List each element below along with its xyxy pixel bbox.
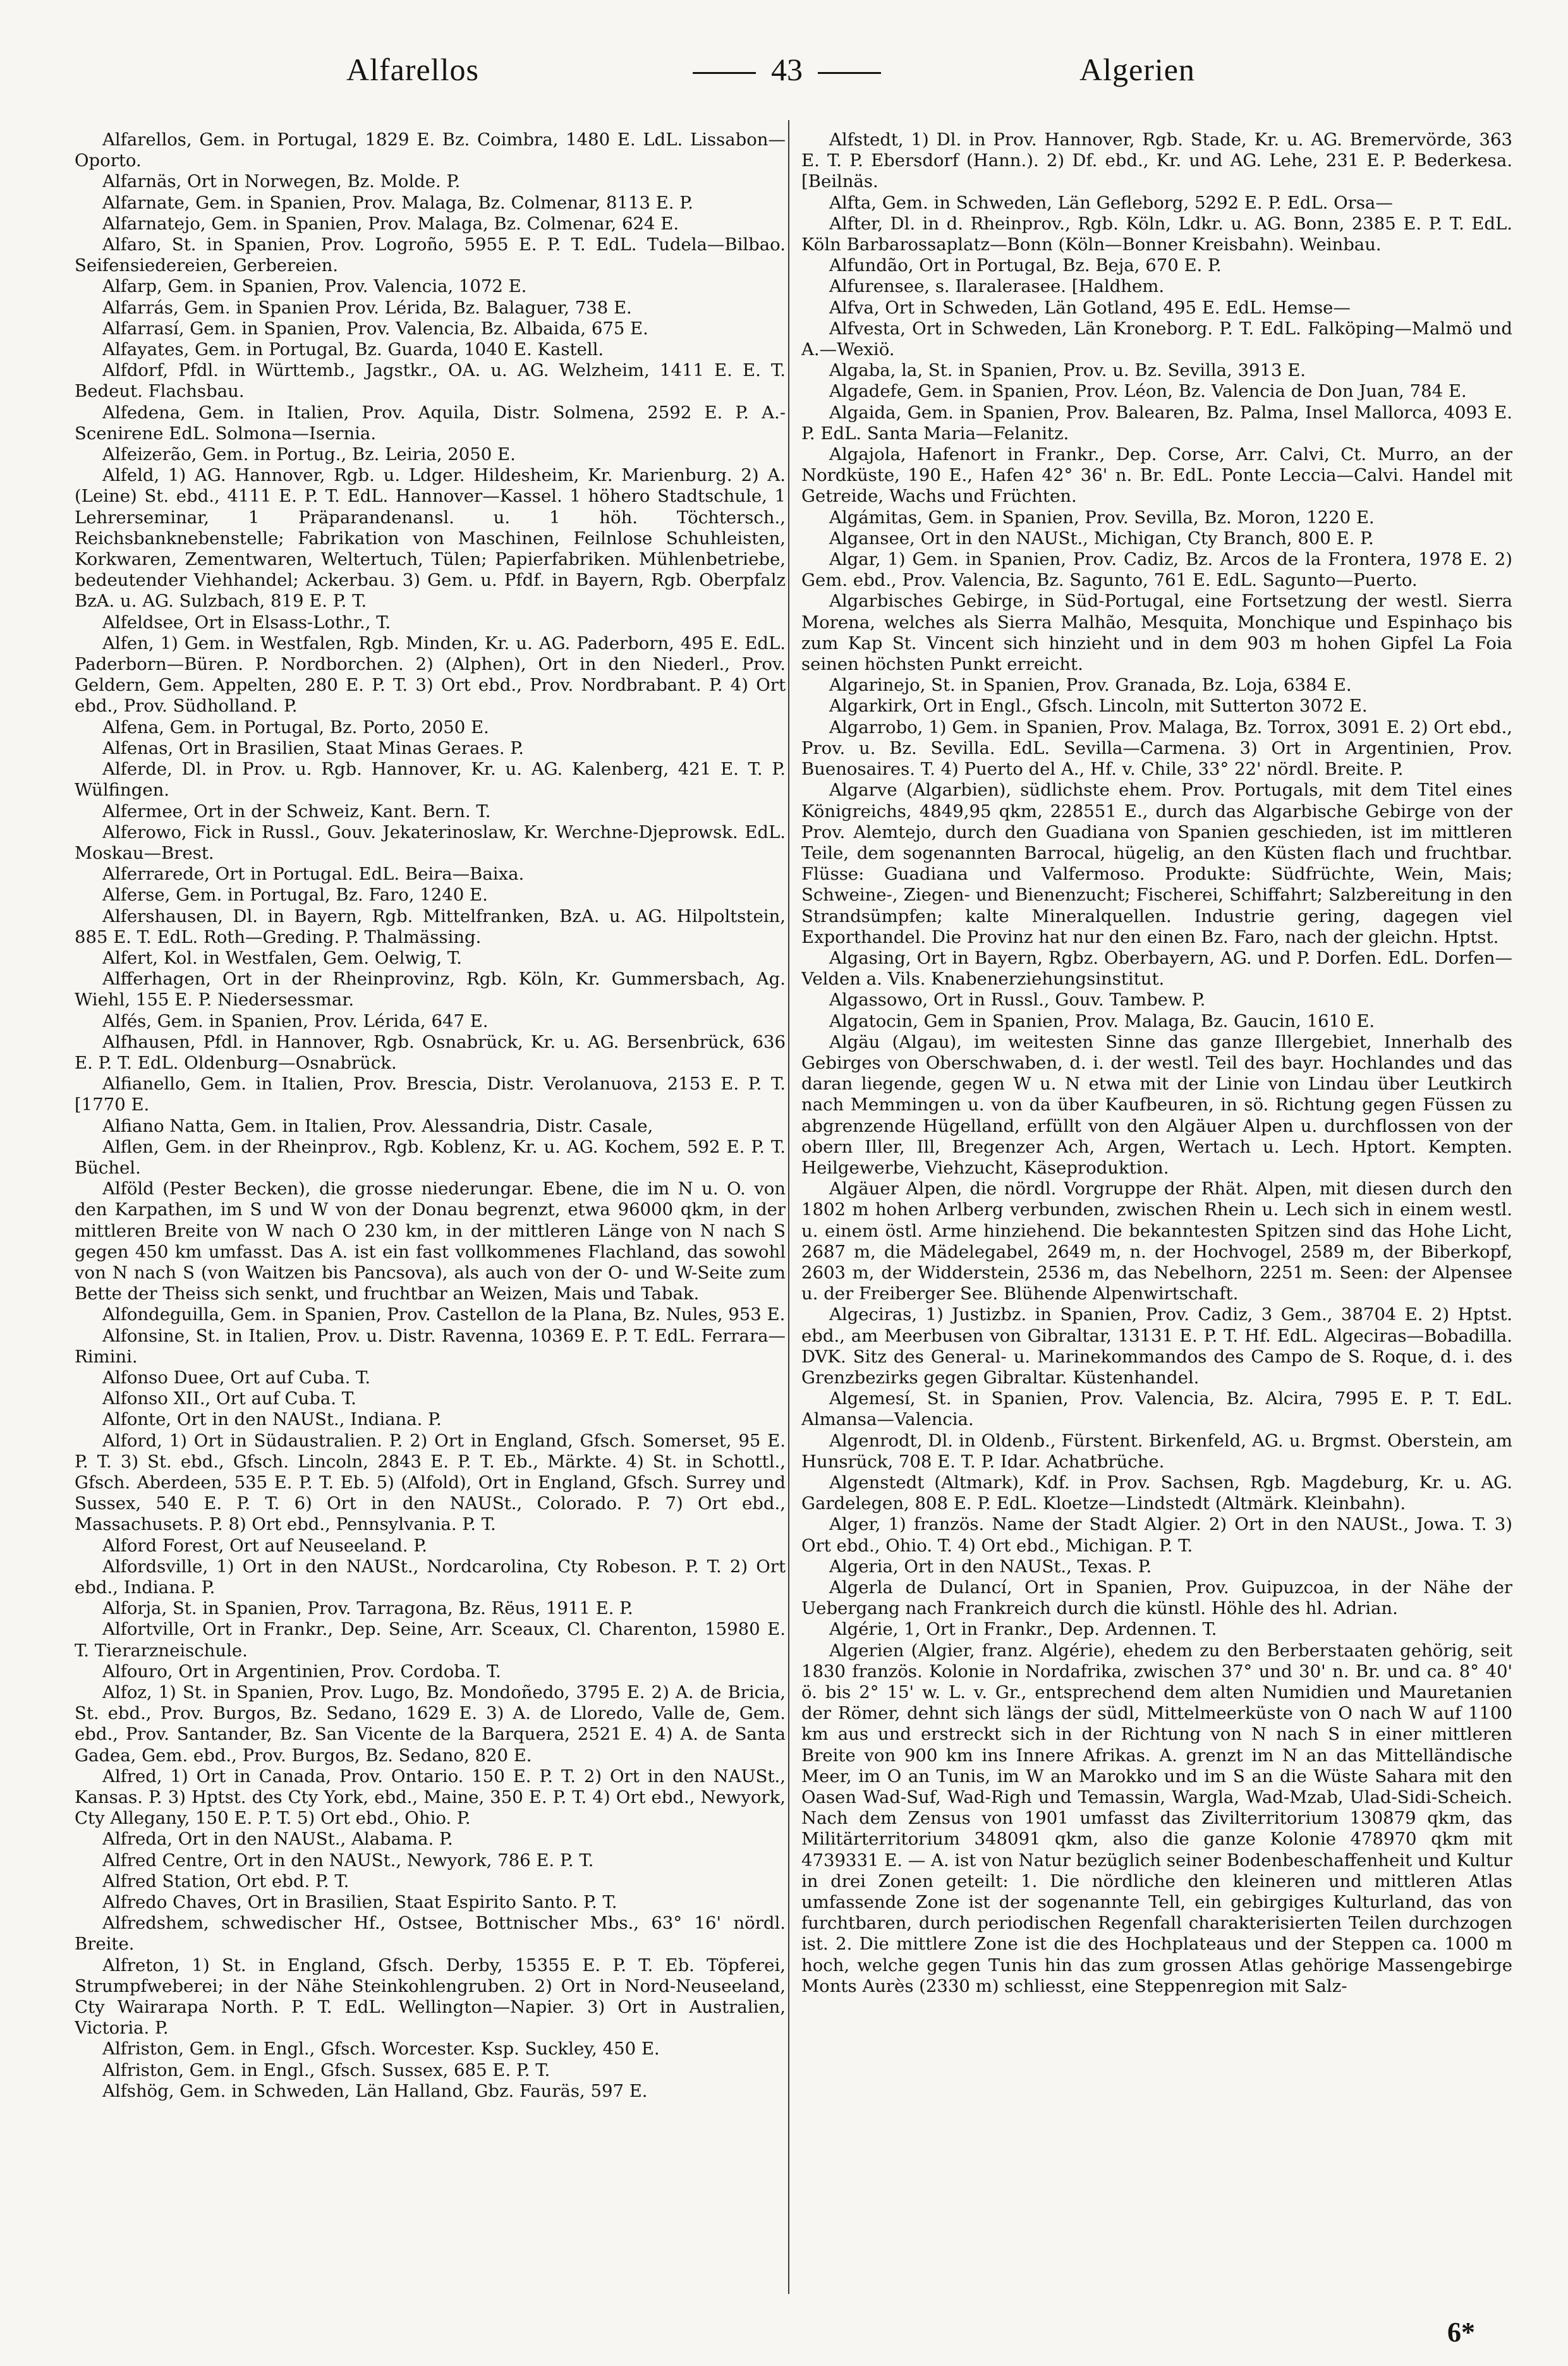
gazetteer-entry: Alfta, Gem. in Schweden, Län Gefleborg, 5292 E. P. EdL. Orsa— (829, 192, 1393, 213)
gazetteer-entry: Algenrodt, Dl. in Oldenb., Fürstent. Birkenfeld, AG. u. Brgmst. Oberstein, am Hunsrück, 708 E. T. P. Idar. Achatbrüche. (801, 1430, 1512, 1472)
gazetteer-entry: Alföld (Pester Becken), die grosse niederungar. Ebene, die im N u. O. von den Karpathen, im S und W von der Donau begrenzt, etwa 96000 qkm, in der mittleren Breite von W nach O 230 km, in der mittleren Länge von N nach S gegen 450 km umfasst. Das A. ist ein fast vollkommenes Flachland, das sowohl von N nach S (von Waitzen bis Pancsova), als auch von der O- und W-Seite zum Bette der Theiss sich senkt, und fruchtbar an Weizen, Mais und Tabak. (75, 1179, 786, 1304)
gazetteer-entry: Alferowo, Fick in Russl., Gouv. Jekaterinoslaw, Kr. Werchne-Djeprowsk. EdL. Moskau—Brest. (75, 822, 786, 863)
gazetteer-entry: Alfreton, 1) St. in England, Gfsch. Derby, 15355 E. P. T. Eb. Töpferei, Strumpfweberei; in der Nähe Steinkohlengruben. 2) Ort in Nord-Neuseeland, Cty Wairarapa North. P. T. EdL. Wellington—Napier. 3) Ort in Australien, Victoria. P. (75, 1955, 786, 2039)
gazetteer-entry: Alfred, 1) Ort in Canada, Prov. Ontario. 150 E. P. T. 2) Ort in den NAUSt., Kansas. P. 3) Hptst. des Cty York, ebd., Maine, 350 E. P. T. 4) Ort ebd., Newyork, Cty Allegany, 150 E. P. T. 5) Ort ebd., Ohio. P. (75, 1766, 786, 1829)
gazetteer-entry: Algarinejo, St. in Spanien, Prov. Granada, Bz. Loja, 6384 E. (829, 675, 1352, 696)
gazetteer-entry: Algansee, Ort in den NAUSt., Michigan, Cty Branch, 800 E. P. (829, 528, 1374, 549)
gazetteer-entry: Alfter, Dl. in d. Rheinprov., Rgb. Köln, Ldkr. u. AG. Bonn, 2385 E. P. T. EdL. Köln Barbarossaplatz—Bonn (Köln—Bonner Kreisbahn). Weinbau. (801, 213, 1512, 255)
gazetteer-entry: Algassowo, Ort in Russl., Gouv. Tambew. P. (829, 990, 1206, 1010)
gazetteer-entry: Alfedena, Gem. in Italien, Prov. Aquila, Distr. Solmena, 2592 E. P. A.-Scenirene EdL. Solmona—Isernia. (75, 402, 786, 444)
gazetteer-entry: Alfianello, Gem. in Italien, Prov. Brescia, Distr. Verolanuova, 2153 E. P. T. [1770 E. (75, 1074, 786, 1115)
gazetteer-entry: Algäu (Algau), im weitesten Sinne das ganze Illergebiet, Innerhalb des Gebirges von Oberschwaben, d. i. der westl. Teil des bayr. Hochlandes und das daran liegende, gegen W u. N etwa mit der Linie von Lindau über Leutkirch nach Memmingen u. von da über Kaufbeuren, in sö. Richtung gegen Füssen zu abgrenzende Hügelland, erfüllt von den Algäuer Alpen u. durchflossen von der obern Iller, Ill, Bregenzer Ach, Argen, Wertach u. Lech. Hptort. Kempten. Heilgewerbe, Viehzucht, Käseproduktion. (801, 1031, 1512, 1178)
gazetteer-entry: Alfarp, Gem. in Spanien, Prov. Valencia, 1072 E. (102, 276, 527, 297)
gazetteer-entry: Alford Forest, Ort auf Neuseeland. P. (102, 1535, 427, 1556)
gazetteer-entry: Algámitas, Gem. in Spanien, Prov. Sevilla, Bz. Moron, 1220 E. (829, 507, 1375, 528)
gazetteer-entry: Alfarrasí, Gem. in Spanien, Prov. Valencia, Bz. Albaida, 675 E. (102, 318, 648, 339)
gazetteer-entry: Alford, 1) Ort in Südaustralien. P. 2) Ort in England, Gfsch. Somerset, 95 E. P. T. 3) St. ebd., Gfsch. Lincoln, 2843 E. P. T. Eb., Märkte. 4) St. in Schottl., Gfsch. Aberdeen, 535 E. P. T. Eb. 5) (Alfold), Ort in England, Gfsch. Surrey und Sussex, 540 E. P. T. 6) Ort in den NAUSt., Colorado. P. 7) Ort ebd., Massachusets. P. 8) Ort ebd., Pennsylvania. P. T. (75, 1430, 786, 1535)
gazetteer-entry: Algaida, Gem. in Spanien, Prov. Balearen, Bz. Palma, Insel Mallorca, 4093 E. P. EdL. Santa Maria—Felanitz. (801, 402, 1512, 444)
gazetteer-entry: Alferde, Dl. in Prov. u. Rgb. Hannover, Kr. u. AG. Kalenberg, 421 E. T. P. Wülfingen. (75, 759, 786, 801)
gazetteer-entry: Alfayates, Gem. in Portugal, Bz. Guarda, 1040 E. Kastell. (102, 339, 604, 360)
gazetteer-entry: Alfhausen, Pfdl. in Hannover, Rgb. Osnabrück, Kr. u. AG. Bersenbrück, 636 E. P. T. EdL. Oldenburg—Osnabrück. (75, 1031, 786, 1073)
gazetteer-entry: Alfred Centre, Ort in den NAUSt., Newyork, 786 E. P. T. (102, 1850, 594, 1871)
gazetteer-entry: Algemesí, St. in Spanien, Prov. Valencia, Bz. Alcira, 7995 E. P. T. EdL. Almansa—Valencia. (801, 1388, 1512, 1430)
gazetteer-entry: Algarve (Algarbien), südlichste ehem. Prov. Portugals, mit dem Titel eines Königreichs, 4849,95 qkm, 228551 E., durch das Algarbische Gebirge von der Prov. Alemtejo, durch den Guadiana von Spanien geschieden, ist im mittleren Teile, dem sogenannten Barrocal, hügelig, an den Küsten flach und fruchtbar. Flüsse: Guadiana und Valfermoso. Produkte: Südfrüchte, Wein, Mais; Schweine-, Ziegen- und Bienenzucht; Fischerei, Schiffahrt; Salzbereitung in den Strandsümpfen; kalte Mineralquellen. Industrie gering, dagegen viel Exporthandel. Die Provinz hat nur den einen Bz. Faro, nach der gleichn. Hptst. (801, 780, 1512, 947)
gazetteer-entry: Algeciras, 1) Justizbz. in Spanien, Prov. Cadiz, 3 Gem., 38704 E. 2) Hptst. ebd., am Meerbusen von Gibraltar, 13131 E. P. T. Hf. EdL. Algeciras—Bobadilla. DVK. Sitz des General- u. Marinekommandos des Campo de S. Roque, d. i. des Grenzbezirks gegen Gibraltar. Küstenhandel. (801, 1304, 1512, 1388)
gazetteer-entry: Alfarnate, Gem. in Spanien, Prov. Malaga, Bz. Colmenar, 8113 E. P. (102, 192, 693, 213)
right-column (801, 130, 1512, 2291)
gazetteer-entry: Algar, 1) Gem. in Spanien, Prov. Cadiz, Bz. Arcos de la Frontera, 1978 E. 2) Gem. ebd., Prov. Valencia, Bz. Sagunto, 761 E. EdL. Sagunto—Puerto. (801, 549, 1512, 591)
gazetteer-entry: Alfoz, 1) St. in Spanien, Prov. Lugo, Bz. Mondoñedo, 3795 E. 2) A. de Bricia, St. ebd., Prov. Burgos, Bz. Sedano, 1629 E. 3) A. de Lloredo, Valle de, Gem. ebd., Prov. Santander, Bz. San Vicente de la Barquera, 2521 E. 4) A. de Santa Gadea, Gem. ebd., Prov. Burgos, Bz. Sedano, 820 E. (75, 1682, 786, 1766)
gazetteer-entry: Alfarrás, Gem. in Spanien Prov. Lérida, Bz. Balaguer, 738 E. (102, 297, 632, 318)
gazetteer-entry: Alfferhagen, Ort in der Rheinprovinz, Rgb. Köln, Kr. Gummersbach, Ag. Wiehl, 155 E. P. Niedersessmar. (75, 969, 786, 1010)
gazetteer-entry: Algérie, 1, Ort in Frankr., Dep. Ardennen. T. (829, 1619, 1217, 1640)
running-head-right: Algerien (1079, 52, 1195, 87)
gazetteer-entry: Alfouro, Ort in Argentinien, Prov. Cordoba. T. (102, 1661, 501, 1682)
gazetteer-entry: Algeria, Ort in den NAUSt., Texas. P. (829, 1556, 1152, 1577)
gazetteer-entry: Algenstedt (Altmark), Kdf. in Prov. Sachsen, Rgb. Magdeburg, Kr. u. AG. Gardelegen, 808 E. P. EdL. Kloetze—Lindstedt (Altmärk. Kleinbahn). (801, 1472, 1512, 1514)
gazetteer-entry: Alfundão, Ort in Portugal, Bz. Beja, 670 E. P. (829, 255, 1222, 276)
gazetteer-entry: Algerien (Algier, franz. Algérie), ehedem zu den Berberstaaten gehörig, seit 1830 französ. Kolonie in Nordafrika, zwischen 37° und 30' n. Br. und ca. 8° 40' ö. bis 2° 15' w. L. v. Gr., entsprechend dem alten Numidien und Mauretanien der Römer, dehnt sich längs der südl, Mittelmeerküste von O nach W auf 1100 km aus und erstreckt sich in der Richtung von N nach S in einer mittleren Breite von 900 km ins Innere Afrikas. A. grenzt im N an das Mittelländische Meer, im O an Tunis, im W an Marokko und im S an die Wüste Sahara mit den Oasen Wad-Suf, Wad-Righ und Temassin, Wargla, Wad-Mzab, Ulad-Sidi-Scheich. Nach dem Zensus von 1901 umfasst das Zivilterritorium 130879 qkm, das Militärterritorium 348091 qkm, also die ganze Kolonie 478970 qkm mit 4739331 E. — A. ist von Natur bezüglich seiner Bodenbeschaffenheit und Kultur in drei Zonen geteilt: 1. Die nördliche den kleineren und mittleren Atlas umfassende Zone ist der sogenannte Tell, ein gebirgiges Kulturland, das von furchtbaren, durch periodischen Regenfall charakterisierten Teilen durchzogen ist. 2. Die mittlere Zone ist die des Hochplateaus und der Steppen ca. 1000 m hoch, welche gegen Tunis hin das zum grossen Atlas gehörige Massengebirge Monts Aurès (2330 m) schliesst, eine Steppenregion mit Salz- (801, 1640, 1512, 1996)
gazetteer-entry: Alfiano Natta, Gem. in Italien, Prov. Alessandria, Distr. Casale, (102, 1115, 653, 1136)
gazetteer-entry: Alfreda, Ort in den NAUSt., Alabama. P. (102, 1829, 453, 1850)
column-divider (788, 120, 789, 2294)
gazetteer-entry: Alfen, 1) Gem. in Westfalen, Rgb. Minden, Kr. u. AG. Paderborn, 495 E. EdL. Paderborn—Büren. P. Nordborchen. 2) (Alphen), Ort in den Niederl., Prov. Geldern, Gem. Appelten, 280 E. P. T. 3) Ort ebd., Prov. Nordbrabant. P. 4) Ort ebd., Prov. Südholland. P. (75, 633, 786, 717)
gazetteer-entry: Alfredo Chaves, Ort in Brasilien, Staat Espirito Santo. P. T. (102, 1892, 617, 1913)
gazetteer-entry: Alfarellos, Gem. in Portugal, 1829 E. Bz. Coimbra, 1480 E. LdL. Lissabon—Oporto. (75, 130, 786, 171)
gazetteer-entry: Alfonte, Ort in den NAUSt., Indiana. P. (102, 1409, 442, 1430)
gazetteer-entry: Algasing, Ort in Bayern, Rgbz. Oberbayern, AG. und P. Dorfen. EdL. Dorfen—Velden a. Vils. Knabenerziehungsinstitut. (801, 947, 1512, 990)
gazetteer-entry: Algäuer Alpen, die nördl. Vorgruppe der Rhät. Alpen, mit diesen durch den 1802 m hohen Arlberg verbunden, zwischen Rhein u. Lech sich in einem westl. u. einem östl. Arme hinziehend. Die bekanntesten Spitzen sind das Hohe Licht, 2687 m, die Mädelegabel, 2649 m, n. der Hochvogel, 2589 m, der Biberkopf, 2603 m, der Widderstein, 2536 m, das Nebelhorn, 2251 m. Seen: der Alpensee u. der Freiberger See. Blühende Alpenwirtschaft. (801, 1179, 1512, 1304)
gazetteer-entry: Alferse, Gem. in Portugal, Bz. Faro, 1240 E. (102, 885, 488, 906)
page-number: 43 (771, 52, 803, 87)
gazetteer-entry: Alfaro, St. in Spanien, Prov. Logroño, 5955 E. P. T. EdL. Tudela—Bilbao. Seifensiedereien, Gerbereien. (75, 234, 786, 276)
gazetteer-entry: Algerla de Dulancí, Ort in Spanien, Prov. Guipuzcoa, in der Nähe der Uebergang nach Frankreich durch die künstl. Höhle des hl. Adrian. (801, 1577, 1512, 1619)
gazetteer-entry: Alfshög, Gem. in Schweden, Län Halland, Gbz. Fauräs, 597 E. (102, 2080, 648, 2101)
gazetteer-entry: Algaba, la, St. in Spanien, Prov. u. Bz. Sevilla, 3913 E. (829, 360, 1306, 381)
gazetteer-entry: Alfés, Gem. in Spanien, Prov. Lérida, 647 E. (102, 1010, 489, 1031)
gazetteer-entry: Alfert, Kol. in Westfalen, Gem. Oelwig, T. (102, 947, 462, 968)
gazetteer-entry: Alfvesta, Ort in Schweden, Län Kroneborg. P. T. EdL. Falköping—Malmö und A.—Wexiö. (801, 318, 1512, 360)
gazetteer-entry: Alfortville, Ort in Frankr., Dep. Seine, Arr. Sceaux, Cl. Charenton, 15980 E. T. Tierarzneischule. (75, 1619, 786, 1661)
gazetteer-entry: Alfermee, Ort in der Schweiz, Kant. Bern. T. (102, 801, 491, 822)
gazetteer-entry: Alfred Station, Ort ebd. P. T. (102, 1871, 349, 1891)
gazetteer-entry: Alfriston, Gem. in Engl., Gfsch. Worcester. Ksp. Suckley, 450 E. (102, 2039, 660, 2060)
gazetteer-entry: Alforja, St. in Spanien, Prov. Tarragona, Bz. Rëus, 1911 E. P. (102, 1598, 633, 1619)
gazetteer-entry: Alfva, Ort in Schweden, Län Gotland, 495 E. EdL. Hemse— (829, 297, 1351, 318)
gazetteer-entry: Alfordsville, 1) Ort in den NAUSt., Nordcarolina, Cty Robeson. P. T. 2) Ort ebd., Indiana. P. (75, 1556, 786, 1598)
gazetteer-entry: Alfredshem, schwedischer Hf., Ostsee, Bottnischer Mbs., 63° 16' nördl. Breite. (75, 1913, 786, 1955)
gazetteer-entry: Algarbisches Gebirge, in Süd-Portugal, eine Fortsetzung der westl. Sierra Morena, welches als Sierra Malhão, Mesquita, Monchique und Espinhaço bis zum Kap St. Vincent sich hinzieht und in dem 903 m hohen Gipfel La Foia seinen höchsten Punkt erreicht. (801, 591, 1512, 675)
header-dash-right (818, 72, 881, 74)
gazetteer-entry: Alfurensee, s. Ilaralerasee. [Haldhem. (829, 276, 1165, 297)
gazetteer-entry: Alfershausen, Dl. in Bayern, Rgb. Mittelfranken, BzA. u. AG. Hilpoltstein, 885 E. T. EdL. Roth—Greding. P. Thalmässing. (75, 906, 786, 947)
gazetteer-entry: Algadefe, Gem. in Spanien, Prov. Léon, Bz. Valencia de Don Juan, 784 E. (829, 381, 1467, 402)
gazetteer-entry: Alfeld, 1) AG. Hannover, Rgb. u. Ldger. Hildesheim, Kr. Marienburg. 2) A. (Leine) St. ebd., 4111 E. P. T. EdL. Hannover—Kassel. 1 höhero Stadtschule, 1 Lehrerseminar, 1 Präparandenansl. u. 1 höh. Töchtersch., Reichsbanknebenstelle; Fabrikation von Maschinen, Feilnlose Schuhleisten, Korkwaren, Zementwaren, Weltertuch, Tülen; Papierfabriken. Mühlenbetriebe, bedeutender Viehhandel; Ackerbau. 3) Gem. u. Pfdf. in Bayern, Rgb. Oberpfalz BzA. u. AG. Sulzbach, 819 E. P. T. (75, 465, 786, 612)
gazetteer-entry: Algarrobo, 1) Gem. in Spanien, Prov. Malaga, Bz. Torrox, 3091 E. 2) Ort ebd., Prov. u. Bz. Sevilla. EdL. Sevilla—Carmena. 3) Ort in Argentinien, Prov. Buenosaires. T. 4) Puerto del A., Hf. v. Chile, 33° 22' nördl. Breite. P. (801, 717, 1512, 780)
gazetteer-entry: Alfeldsee, Ort in Elsass-Lothr., T. (102, 612, 391, 633)
gazetteer-entry: Alfstedt, 1) Dl. in Prov. Hannover, Rgb. Stade, Kr. u. AG. Bremervörde, 363 E. T. P. Ebersdorf (Hann.). 2) Df. ebd., Kr. und AG. Lehe, 231 E. P. Bederkesa. [Beilnäs. (801, 130, 1512, 192)
page-header (0, 47, 1568, 117)
gazetteer-entry: Alfenas, Ort in Brasilien, Staat Minas Geraes. P. (102, 737, 524, 758)
gazetteer-entry: Alfriston, Gem. in Engl., Gfsch. Sussex, 685 E. P. T. (102, 2060, 550, 2080)
gazetteer-entry: Alfena, Gem. in Portugal, Bz. Porto, 2050 E. (102, 717, 489, 737)
running-head-left: Alfarellos (346, 52, 479, 87)
page-number-block (667, 51, 907, 88)
gazetteer-entry: Alfeizerão, Gem. in Portug., Bz. Leiria, 2050 E. (102, 444, 516, 465)
gazetteer-entry: Alfdorf, Pfdl. in Württemb., Jagstkr., OA. u. AG. Welzheim, 1411 E. E. T. Bedeut. Flachsbau. (75, 360, 786, 402)
gazetteer-entry: Alfonso XII., Ort auf Cuba. T. (102, 1388, 356, 1409)
gazetteer-entry: Alfarnatejo, Gem. in Spanien, Prov. Malaga, Bz. Colmenar, 624 E. (102, 213, 679, 234)
left-column (75, 130, 786, 2291)
gazetteer-entry: Alfarnäs, Ort in Norwegen, Bz. Molde. P. (102, 171, 461, 192)
gazetteer-entry: Algajola, Hafenort in Frankr., Dep. Corse, Arr. Calvi, Ct. Murro, an der Nordküste, 190 E., Hafen 42° 36' n. Br. EdL. Ponte Leccia—Calvi. Handel mit Getreide, Wachs und Früchten. (801, 444, 1512, 507)
header-dash-left (693, 72, 756, 74)
gazetteer-entry: Alger, 1) französ. Name der Stadt Algier. 2) Ort in den NAUSt., Jowa. T. 3) Ort ebd., Ohio. T. 4) Ort ebd., Michigan. P. T. (801, 1514, 1512, 1556)
gazetteer-entry: Alfonsine, St. in Italien, Prov. u. Distr. Ravenna, 10369 E. P. T. EdL. Ferrara—Rimini. (75, 1325, 786, 1367)
gazetteer-entry: Alflen, Gem. in der Rheinprov., Rgb. Koblenz, Kr. u. AG. Kochem, 592 E. P. T. Büchel. (75, 1136, 786, 1178)
gazetteer-entry: Alfonso Duee, Ort auf Cuba. T. (102, 1367, 371, 1388)
gazetteer-entry: Algatocin, Gem in Spanien, Prov. Malaga, Bz. Gaucin, 1610 E. (829, 1010, 1375, 1031)
gazetteer-entry: Algarkirk, Ort in Engl., Gfsch. Lincoln, mit Sutterton 3072 E. (829, 696, 1368, 717)
gazetteer-entry: Alfondeguilla, Gem. in Spanien, Prov. Castellon de la Plana, Bz. Nules, 953 E. (102, 1304, 786, 1325)
signature-mark: 6* (1447, 2317, 1475, 2348)
gazetteer-entry: Alferrarede, Ort in Portugal. EdL. Beira—Baixa. (102, 864, 525, 885)
